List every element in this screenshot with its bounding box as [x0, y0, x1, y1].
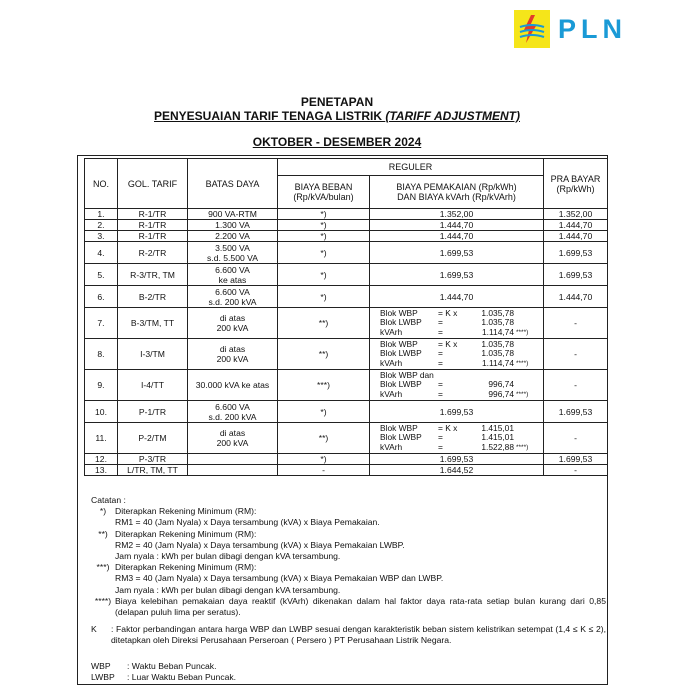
cell-no: 13.: [85, 465, 118, 476]
cell-biaya-pemakaian: 1.444,70: [370, 220, 544, 231]
cell-gol-tarif: B-3/TM, TT: [118, 308, 188, 339]
cell-gol-tarif: P-2/TM: [118, 423, 188, 454]
cell-gol-tarif: R-1/TR: [118, 220, 188, 231]
cell-biaya-pemakaian: [370, 339, 544, 370]
batas-daya-line: 200 kVA: [216, 438, 249, 448]
blok-part: ****): [516, 359, 529, 367]
cell-biaya-pemakaian: 1.699,53: [370, 264, 544, 286]
cell-pra-bayar: 1.699,53: [544, 454, 608, 465]
cell-no: 10.: [85, 401, 118, 423]
header-pra-bayar-line2: (Rp/kWh): [556, 183, 595, 194]
batas-daya-line: ke atas: [218, 274, 247, 285]
cell-gol-tarif: I-3/TM: [118, 339, 188, 370]
blok-part: ****): [516, 390, 529, 398]
blok-part: kVArh: [380, 388, 403, 399]
batas-daya-line: s.d. 200 kVA: [208, 296, 257, 307]
header-reguler: REGULER: [278, 159, 544, 176]
cell-pra-bayar: -: [544, 308, 608, 339]
cell-biaya-pemakaian: 1.699,53: [370, 242, 544, 264]
cell-pra-bayar: 1.699,53: [544, 242, 608, 264]
tariff-table-body: [85, 209, 608, 476]
cell-no: 11.: [85, 423, 118, 454]
note1-line1: Diterapkan Rekening Minimum (RM):: [115, 506, 257, 517]
blok-part: = K x: [438, 339, 458, 350]
blok-part: [514, 340, 534, 349]
cell-no: 6.: [85, 286, 118, 308]
cell-biaya-beban: *): [278, 264, 370, 286]
cell-batas-daya: [188, 209, 278, 220]
table-row: [85, 242, 608, 264]
batas-daya-line: 6.600 VA: [215, 286, 250, 297]
batas-daya-line: 200 kVA: [216, 323, 249, 333]
note2-line3: Jam nyala : kWh per bulan dibagi dengan kVA tersambung.: [115, 551, 341, 562]
blok-part: =: [438, 357, 443, 368]
cell-biaya-beban: ***): [278, 370, 370, 401]
cell-gol-tarif: P-3/TR: [118, 454, 188, 465]
blok-part: =: [438, 348, 443, 359]
blok-part: =: [438, 388, 443, 399]
cell-batas-daya: [188, 242, 278, 264]
note3-line1: Diterapkan Rekening Minimum (RM):: [115, 562, 257, 573]
cell-batas-daya: [188, 220, 278, 231]
note4-marker: ****): [94, 595, 112, 606]
cell-gol-tarif: I-4/TT: [118, 370, 188, 401]
doc-subtitle-italic: (TARIFF ADJUSTMENT): [385, 109, 520, 123]
table-row: [85, 370, 608, 401]
blok-breakdown: [372, 309, 541, 337]
cell-biaya-pemakaian: 1.699,53: [370, 401, 544, 423]
blok-part: Blok LWBP: [380, 348, 422, 359]
cell-batas-daya: [188, 454, 278, 465]
blok-part: kVArh: [380, 326, 403, 337]
blok-breakdown: [372, 340, 541, 368]
k-marker: K: [91, 624, 97, 635]
batas-daya-line: 6.600 VA: [215, 264, 250, 275]
doc-subtitle: [0, 109, 674, 123]
blok-part: =: [438, 317, 443, 328]
blok-part: Blok WBP: [380, 423, 418, 434]
blok-part: =: [438, 432, 443, 443]
cell-pra-bayar: -: [544, 465, 608, 476]
notes-heading: Catatan :: [91, 495, 126, 505]
blok-part: ****): [516, 328, 529, 336]
blok-part: [514, 371, 534, 380]
cell-no: 5.: [85, 264, 118, 286]
batas-daya-line: di atas: [219, 313, 246, 323]
blok-part: =: [438, 326, 443, 337]
cell-biaya-pemakaian: 1.352,00: [370, 209, 544, 220]
cell-pra-bayar: -: [544, 370, 608, 401]
cell-batas-daya: [188, 423, 278, 454]
cell-gol-tarif: L/TR, TM, TT: [118, 465, 188, 476]
k-text: : Faktor perbandingan antara harga WBP dan LWBP sesuai dengan karakteristik beban sistem kelistrikan setempat (1,4 ≤ K ≤ 2), ditetapkan oleh Direksi Perusahaan Perseroan ( Persero ) PT Perusahaan Listrik Negara.: [111, 624, 606, 646]
cell-gol-tarif: R-1/TR: [118, 231, 188, 242]
lightning-bolt-icon: [514, 10, 550, 48]
cell-biaya-pemakaian: [370, 308, 544, 339]
blok-part: 996,74: [488, 388, 514, 399]
cell-no: 1.: [85, 209, 118, 220]
cell-no: 2.: [85, 220, 118, 231]
cell-biaya-beban: *): [278, 286, 370, 308]
blok-part: =: [438, 379, 443, 390]
blok-part: [514, 309, 534, 318]
note3-marker: ***): [96, 562, 110, 573]
table-row: [85, 423, 608, 454]
blok-part: 996,74: [488, 379, 514, 390]
batas-daya-line: di atas: [219, 344, 246, 354]
table-row: [85, 231, 608, 242]
table-row: [85, 339, 608, 370]
cell-biaya-beban: **): [278, 423, 370, 454]
cell-gol-tarif: R-3/TR, TM: [118, 264, 188, 286]
blok-part: Blok WBP dan: [380, 370, 434, 381]
cell-batas-daya: [188, 465, 278, 476]
blok-part: =: [438, 441, 443, 452]
note3-line2: RM3 = 40 (Jam Nyala) x Daya tersambung (kVA) x Biaya Pemakaian WBP dan LWBP.: [115, 573, 444, 584]
table-row: [85, 308, 608, 339]
wbp-text: : Waktu Beban Puncak.: [127, 660, 217, 671]
logo-text: PLN: [558, 13, 627, 44]
pln-logo: [514, 10, 627, 48]
cell-pra-bayar: 1.444,70: [544, 220, 608, 231]
header-gol-tarif: GOL. TARIF: [118, 159, 188, 209]
note2-marker: **): [98, 528, 108, 539]
cell-biaya-pemakaian: [370, 423, 544, 454]
blok-breakdown: [372, 424, 541, 452]
batas-daya-line: 1.300 VA: [215, 220, 250, 230]
cell-biaya-pemakaian: 1.444,70: [370, 286, 544, 308]
table-row: [85, 286, 608, 308]
note2-line2: RM2 = 40 (Jam Nyala) x Daya tersambung (kVA) x Biaya Pemakaian LWBP.: [115, 539, 405, 550]
note2-line1: Diterapkan Rekening Minimum (RM):: [115, 528, 257, 539]
cell-pra-bayar: 1.699,53: [544, 264, 608, 286]
blok-part: 1.035,78: [481, 348, 514, 359]
blok-part: 1.114,74: [482, 326, 514, 337]
wbp-label: WBP: [91, 660, 111, 671]
cell-no: 12.: [85, 454, 118, 465]
blok-breakdown: [372, 371, 541, 399]
cell-biaya-beban: **): [278, 308, 370, 339]
doc-title: PENETAPAN: [300, 95, 374, 109]
header-biaya-pemakaian-line1: BIAYA PEMAKAIAN (Rp/kWh): [396, 182, 517, 192]
cell-pra-bayar: 1.352,00: [544, 209, 608, 220]
cell-gol-tarif: B-2/TR: [118, 286, 188, 308]
note1-line2: RM1 = 40 (Jam Nyala) x Daya tersambung (kVA) x Biaya Pemakaian.: [115, 517, 380, 528]
blok-part: 1.522,88: [481, 441, 514, 452]
blok-part: = K x: [438, 308, 458, 319]
blok-part: 1.035,78: [481, 308, 514, 319]
doc-subtitle-main: PENYESUAIAN TARIF TENAGA LISTRIK: [154, 109, 386, 123]
cell-batas-daya: [188, 339, 278, 370]
cell-pra-bayar: -: [544, 339, 608, 370]
cell-biaya-beban: *): [278, 231, 370, 242]
lwbp-text: : Luar Waktu Beban Puncak.: [127, 671, 237, 682]
cell-gol-tarif: P-1/TR: [118, 401, 188, 423]
cell-biaya-beban: *): [278, 401, 370, 423]
blok-part: Blok LWBP: [380, 317, 422, 328]
batas-daya-line: s.d. 200 kVA: [208, 411, 257, 422]
blok-part: = K x: [438, 423, 458, 434]
cell-biaya-beban: **): [278, 339, 370, 370]
blok-part: Blok LWBP: [380, 379, 422, 390]
cell-no: 9.: [85, 370, 118, 401]
header-biaya-beban-line1: BIAYA BEBAN: [294, 182, 353, 192]
header-pra-bayar-line1: PRA BAYAR: [550, 173, 601, 184]
blok-part: Blok WBP: [380, 339, 418, 350]
blok-part: [514, 318, 534, 327]
header-pra-bayar: [544, 159, 608, 209]
batas-daya-line: 6.600 VA: [215, 401, 250, 412]
cell-no: 7.: [85, 308, 118, 339]
cell-gol-tarif: R-1/TR: [118, 209, 188, 220]
blok-part: 1.415,01: [481, 432, 514, 443]
cell-batas-daya: [188, 286, 278, 308]
header-biaya-beban-line2: (Rp/kVA/bulan): [293, 192, 354, 202]
blok-part: Blok WBP: [380, 308, 418, 319]
batas-daya-line: 2.200 VA: [215, 231, 250, 241]
batas-daya-line: 3.500 VA: [215, 242, 250, 253]
batas-daya-line: 200 kVA: [216, 354, 249, 364]
batas-daya-line: 900 VA-RTM: [208, 209, 257, 219]
cell-biaya-beban: *): [278, 209, 370, 220]
cell-no: 4.: [85, 242, 118, 264]
cell-no: 8.: [85, 339, 118, 370]
blok-part: 1.035,78: [481, 317, 514, 328]
blok-part: kVArh: [380, 441, 403, 452]
cell-batas-daya: [188, 370, 278, 401]
cell-biaya-pemakaian: 1.644,52: [370, 465, 544, 476]
lwbp-label: LWBP: [91, 671, 115, 682]
table-row: [85, 264, 608, 286]
doc-subtitle-text: [154, 109, 520, 123]
batas-daya-line: di atas: [219, 428, 246, 438]
cell-biaya-beban: *): [278, 220, 370, 231]
table-row: [85, 401, 608, 423]
blok-part: Blok LWBP: [380, 432, 422, 443]
blok-part: 1.035,78: [481, 339, 514, 350]
cell-pra-bayar: 1.444,70: [544, 286, 608, 308]
blok-part: 1.415,01: [481, 423, 514, 434]
blok-part: ****): [516, 443, 529, 451]
cell-biaya-beban: *): [278, 242, 370, 264]
cell-batas-daya: [188, 401, 278, 423]
notes-section: [91, 495, 606, 683]
doc-period: OKTOBER - DESEMBER 2024: [252, 135, 422, 149]
cell-biaya-beban: *): [278, 454, 370, 465]
cell-batas-daya: [188, 264, 278, 286]
header-biaya-pemakaian-line2: DAN BIAYA kVArh (Rp/kVArh): [397, 192, 516, 202]
header-biaya-pemakaian: [370, 176, 544, 209]
header-batas-daya: BATAS DAYA: [188, 159, 278, 209]
batas-daya-line: 30.000 kVA ke atas: [195, 380, 270, 390]
table-row: [85, 454, 608, 465]
table-row: [85, 220, 608, 231]
table-row: [85, 465, 608, 476]
cell-biaya-pemakaian: 1.699,53: [370, 454, 544, 465]
batas-daya-line: s.d. 5.500 VA: [207, 252, 258, 263]
cell-batas-daya: [188, 231, 278, 242]
header-biaya-beban: [278, 176, 370, 209]
cell-pra-bayar: -: [544, 423, 608, 454]
cell-biaya-pemakaian: 1.444,70: [370, 231, 544, 242]
cell-batas-daya: [188, 308, 278, 339]
blok-part: 1.114,74: [482, 357, 514, 368]
blok-part: [514, 380, 534, 389]
tariff-table: [84, 158, 608, 476]
blok-part: [514, 424, 534, 433]
note3-line3: Jam nyala : kWh per bulan dibagi dengan kVA tersambung.: [115, 584, 341, 595]
blok-part: [514, 433, 534, 442]
cell-gol-tarif: R-2/TR: [118, 242, 188, 264]
cell-no: 3.: [85, 231, 118, 242]
blok-part: kVArh: [380, 357, 403, 368]
cell-biaya-pemakaian: [370, 370, 544, 401]
blok-part: [514, 349, 534, 358]
table-row: [85, 209, 608, 220]
cell-biaya-beban: -: [278, 465, 370, 476]
cell-pra-bayar: 1.699,53: [544, 401, 608, 423]
note1-marker: *): [99, 506, 107, 517]
header-no: NO.: [85, 159, 118, 209]
note4-text: Biaya kelebihan pemakaian daya reaktif (kVArh) dikenakan dalam hal faktor daya rata-rata setiap bulan kurang dari 0,85 (delapan puluh lima per seratus).: [115, 595, 606, 618]
cell-pra-bayar: 1.444,70: [544, 231, 608, 242]
